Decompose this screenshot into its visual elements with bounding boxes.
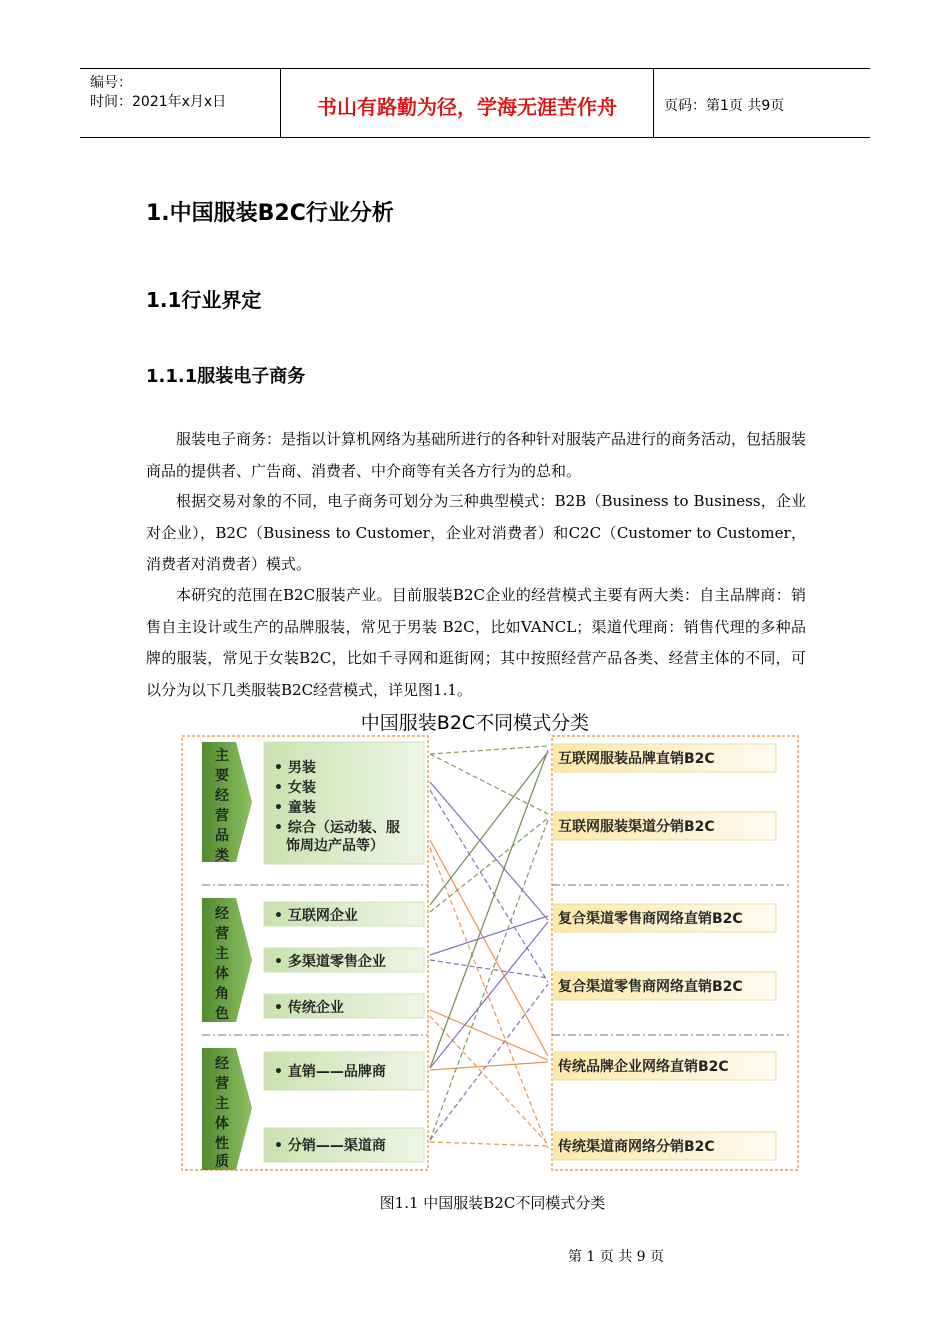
category-item: • 女装 [274, 780, 316, 796]
group-label-char: 类 [215, 848, 229, 864]
role-item: • 互联网企业 [274, 908, 358, 924]
group-label-char: 体 [215, 1116, 229, 1132]
output-label: 传统渠道商网络分销B2C [558, 1139, 715, 1155]
header-motto: 书山有路勤为径，学海无涯苦作舟 [317, 95, 617, 119]
output-label: 互联网服装渠道分销B2C [558, 819, 715, 835]
time-label: 时间：2021年x月x日 [90, 94, 227, 110]
group-label-char: 营 [215, 926, 229, 942]
category-item: • 童装 [274, 800, 316, 816]
heading-level-1: 1.中国服装B2C行业分析 [146, 201, 394, 226]
group-label-char: 性 [215, 1136, 229, 1152]
figure-title: 中国服装B2C不同模式分类 [360, 712, 590, 734]
output-label: 复合渠道零售商网络直销B2C [558, 911, 743, 927]
nature-item: • 分销——渠道商 [274, 1138, 386, 1154]
group-label-char: 主 [215, 946, 229, 962]
category-item: • 男装 [274, 760, 316, 776]
header-motto-cell [281, 69, 654, 137]
role-item: • 多渠道零售企业 [274, 954, 386, 970]
header-page-cell [654, 69, 870, 137]
paragraph-definition: 服装电子商务：是指以计算机网络为基础所进行的各种针对服装产品进行的商务活动，包括服装商品的提供者、广告商、消费者、中介商等有关各方行为的总和。 [146, 430, 807, 480]
group-chevron [202, 742, 252, 864]
page-header [80, 68, 870, 138]
group-chevron [202, 898, 252, 1022]
category-item: • 综合（运动装、服 [274, 820, 400, 836]
group-label-char: 经 [215, 906, 229, 922]
group-label-char: 质 [215, 1154, 229, 1170]
category-item: 饰周边产品等） [286, 838, 384, 854]
group-chevron [202, 1048, 252, 1170]
header-left-cell [80, 69, 281, 137]
group-label-char: 营 [215, 1076, 229, 1092]
group-label-char: 主 [215, 1096, 229, 1112]
group-label-char: 经 [215, 1056, 229, 1072]
output-frame [552, 736, 798, 1170]
header-page-info: 页码：第1页 共9页 [664, 98, 785, 114]
heading-level-3: 1.1.1服装电子商务 [146, 366, 306, 387]
role-item: • 传统企业 [274, 1000, 344, 1016]
nature-item: • 直销——品牌商 [274, 1064, 386, 1080]
page-footer: 第 1 页 共 9 页 [567, 1249, 665, 1265]
group-label-char: 营 [215, 808, 229, 824]
paragraph-modes: 根据交易对象的不同，电子商务可划分为三种典型模式：B2B（Business to Business，企业对企业），B2C（Business to Customer，企业对消费者）和C2C（Customer to Customer，消费者对消费者）模式。 [146, 492, 806, 573]
output-label: 互联网服装品牌直销B2C [558, 751, 715, 767]
number-label: 编号： [90, 75, 132, 91]
group-label-char: 角 [215, 986, 229, 1002]
group-label-char: 主 [215, 748, 229, 764]
output-label: 传统品牌企业网络直销B2C [558, 1059, 729, 1075]
b2c-mode-diagram [178, 730, 800, 1174]
group-label-char: 色 [215, 1006, 229, 1022]
connector-lines [430, 746, 548, 1148]
group-label-char: 品 [215, 828, 229, 844]
group-label-char: 要 [215, 768, 229, 784]
group-label-char: 体 [215, 966, 229, 982]
paragraph-scope: 本研究的范围在B2C服装产业。目前服装B2C企业的经营模式主要有两大类：自主品牌商：销售自主设计或生产的品牌服装，常见于男装 B2C，比如VANCL；渠道代理商：销售代理的多种品牌的服装，常见于女装B2C，比如千寻网和逛街网；其中按照经营产品各类、经营主体的不同，可以分为以下几类服装B2C经营模式，详见图1.1。 [146, 586, 806, 699]
heading-level-2: 1.1行业界定 [146, 288, 262, 312]
group-label-char: 经 [215, 788, 229, 804]
output-label: 复合渠道零售商网络直销B2C [558, 979, 743, 995]
figure-caption: 图1.1 中国服装B2C不同模式分类 [379, 1194, 606, 1212]
